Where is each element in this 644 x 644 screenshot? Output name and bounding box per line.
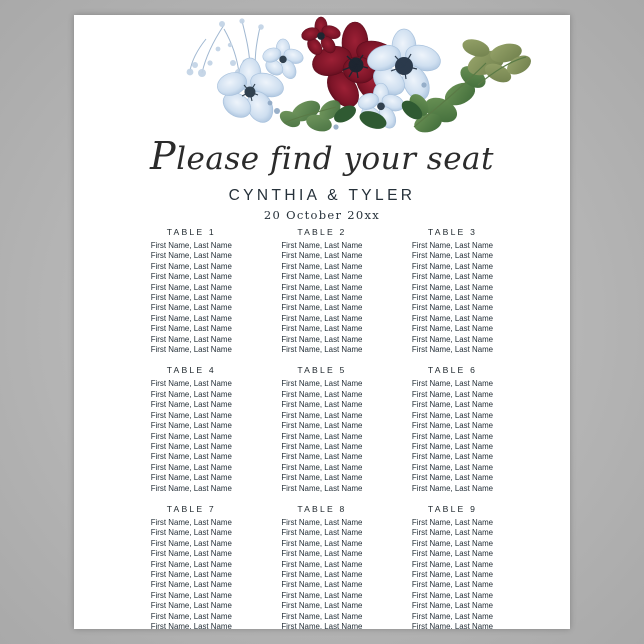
guest-row: First Name, Last Name bbox=[411, 569, 494, 579]
guest-row: First Name, Last Name bbox=[281, 251, 363, 261]
seating-grid bbox=[126, 227, 518, 629]
guest-row: First Name, Last Name bbox=[411, 400, 494, 410]
guest-row: First Name, Last Name bbox=[150, 313, 232, 323]
guest-row: First Name, Last Name bbox=[150, 400, 232, 410]
guest-row: First Name, Last Name bbox=[150, 303, 232, 313]
guest-row: First Name, Last Name bbox=[281, 400, 363, 410]
guest-row: First Name, Last Name bbox=[150, 261, 232, 271]
guest-row: First Name, Last Name bbox=[150, 410, 232, 420]
seating-row-3 bbox=[126, 504, 518, 629]
guest-row: First Name, Last Name bbox=[150, 421, 232, 431]
guest-row: First Name, Last Name bbox=[281, 303, 363, 313]
page-title-rest: lease find your seat bbox=[176, 141, 494, 177]
guest-row: First Name, Last Name bbox=[281, 410, 363, 420]
guest-row: First Name, Last Name bbox=[411, 611, 494, 621]
guest-row: First Name, Last Name bbox=[411, 622, 494, 629]
guest-row: First Name, Last Name bbox=[411, 441, 494, 451]
seating-row-1 bbox=[126, 227, 518, 355]
guest-row: First Name, Last Name bbox=[281, 431, 363, 441]
guest-row: First Name, Last Name bbox=[150, 452, 232, 462]
guest-row: First Name, Last Name bbox=[150, 251, 232, 261]
guest-row: First Name, Last Name bbox=[281, 379, 363, 389]
guest-row: First Name, Last Name bbox=[281, 473, 363, 483]
guest-row: First Name, Last Name bbox=[411, 528, 494, 538]
event-date: 20 October 20xx bbox=[263, 208, 381, 222]
table-8-heading: TABLE 8 bbox=[297, 503, 347, 514]
table-block-8 bbox=[257, 504, 388, 629]
guest-row: First Name, Last Name bbox=[411, 549, 494, 559]
guest-row: First Name, Last Name bbox=[150, 517, 232, 527]
guest-row: First Name, Last Name bbox=[411, 559, 494, 569]
guest-row: First Name, Last Name bbox=[281, 569, 363, 579]
table-6-heading: TABLE 6 bbox=[427, 365, 478, 376]
guest-row: First Name, Last Name bbox=[411, 590, 494, 600]
guest-row: First Name, Last Name bbox=[411, 379, 494, 389]
table-block-5 bbox=[257, 365, 388, 493]
guest-row: First Name, Last Name bbox=[281, 324, 363, 334]
guest-row: First Name, Last Name bbox=[281, 580, 363, 590]
guest-row: First Name, Last Name bbox=[150, 528, 232, 538]
guest-row: First Name, Last Name bbox=[150, 462, 232, 472]
guest-row: First Name, Last Name bbox=[281, 261, 363, 271]
guest-row: First Name, Last Name bbox=[150, 559, 232, 569]
guest-row: First Name, Last Name bbox=[150, 590, 232, 600]
guest-row: First Name, Last Name bbox=[281, 441, 363, 451]
guest-row: First Name, Last Name bbox=[281, 538, 363, 548]
guest-row: First Name, Last Name bbox=[411, 272, 494, 282]
guest-row: First Name, Last Name bbox=[150, 473, 232, 483]
guest-row: First Name, Last Name bbox=[411, 324, 494, 334]
table-block-3 bbox=[387, 227, 518, 355]
table-3-heading: TABLE 3 bbox=[427, 227, 478, 237]
table-2-heading: TABLE 2 bbox=[297, 227, 347, 237]
guest-row: First Name, Last Name bbox=[411, 410, 494, 420]
guest-row: First Name, Last Name bbox=[150, 345, 232, 355]
guest-row: First Name, Last Name bbox=[411, 462, 494, 472]
guest-row: First Name, Last Name bbox=[281, 313, 363, 323]
guest-row: First Name, Last Name bbox=[150, 334, 232, 344]
guest-row: First Name, Last Name bbox=[281, 282, 363, 292]
guest-row: First Name, Last Name bbox=[411, 303, 494, 313]
guest-row: First Name, Last Name bbox=[281, 590, 363, 600]
guest-row: First Name, Last Name bbox=[411, 334, 494, 344]
guest-row: First Name, Last Name bbox=[411, 431, 494, 441]
table-block-1 bbox=[126, 227, 257, 355]
guest-row: First Name, Last Name bbox=[411, 580, 494, 590]
watercolor-floral-header-artwork bbox=[74, 15, 570, 145]
table-block-4 bbox=[126, 365, 257, 493]
table-5-heading: TABLE 5 bbox=[297, 365, 347, 376]
table-9-heading: TABLE 9 bbox=[427, 503, 478, 514]
guest-row: First Name, Last Name bbox=[411, 421, 494, 431]
guest-row: First Name, Last Name bbox=[281, 334, 363, 344]
guest-row: First Name, Last Name bbox=[411, 313, 494, 323]
guest-row: First Name, Last Name bbox=[281, 241, 363, 250]
guest-row: First Name, Last Name bbox=[150, 272, 232, 282]
guest-row: First Name, Last Name bbox=[281, 272, 363, 282]
guest-row: First Name, Last Name bbox=[281, 421, 363, 431]
guest-row: First Name, Last Name bbox=[411, 241, 494, 250]
guest-row: First Name, Last Name bbox=[150, 622, 232, 629]
guest-row: First Name, Last Name bbox=[150, 601, 232, 611]
guest-row: First Name, Last Name bbox=[281, 452, 363, 462]
table-block-6 bbox=[387, 365, 518, 493]
guest-row: First Name, Last Name bbox=[281, 345, 363, 355]
guest-row: First Name, Last Name bbox=[150, 241, 232, 250]
guest-row: First Name, Last Name bbox=[150, 580, 232, 590]
guest-row: First Name, Last Name bbox=[150, 569, 232, 579]
guest-row: First Name, Last Name bbox=[150, 293, 232, 303]
guest-row: First Name, Last Name bbox=[150, 441, 232, 451]
guest-row: First Name, Last Name bbox=[281, 517, 363, 527]
guest-row: First Name, Last Name bbox=[411, 261, 494, 271]
seating-row-2 bbox=[126, 365, 518, 493]
table-4-heading: TABLE 4 bbox=[166, 365, 216, 376]
guest-row: First Name, Last Name bbox=[150, 389, 232, 399]
guest-row: First Name, Last Name bbox=[411, 293, 494, 303]
guest-row: First Name, Last Name bbox=[281, 601, 363, 611]
guest-row: First Name, Last Name bbox=[150, 431, 232, 441]
page-title bbox=[74, 134, 570, 178]
guest-row: First Name, Last Name bbox=[411, 251, 494, 261]
guest-row: First Name, Last Name bbox=[281, 483, 363, 493]
guest-row: First Name, Last Name bbox=[150, 538, 232, 548]
guest-row: First Name, Last Name bbox=[411, 282, 494, 292]
couple-names: CYNTHIA & TYLER bbox=[228, 187, 416, 204]
guest-row: First Name, Last Name bbox=[281, 611, 363, 621]
guest-row: First Name, Last Name bbox=[411, 452, 494, 462]
guest-row: First Name, Last Name bbox=[281, 528, 363, 538]
seating-chart-poster bbox=[74, 15, 570, 629]
guest-row: First Name, Last Name bbox=[150, 611, 232, 621]
guest-row: First Name, Last Name bbox=[281, 389, 363, 399]
guest-row: First Name, Last Name bbox=[281, 462, 363, 472]
guest-row: First Name, Last Name bbox=[411, 389, 494, 399]
table-1-heading: TABLE 1 bbox=[166, 227, 216, 237]
guest-row: First Name, Last Name bbox=[150, 324, 232, 334]
guest-row: First Name, Last Name bbox=[411, 473, 494, 483]
guest-row: First Name, Last Name bbox=[411, 345, 494, 355]
guest-row: First Name, Last Name bbox=[150, 549, 232, 559]
guest-row: First Name, Last Name bbox=[150, 483, 232, 493]
table-block-2 bbox=[257, 227, 388, 355]
table-block-9 bbox=[387, 504, 518, 629]
guest-row: First Name, Last Name bbox=[281, 549, 363, 559]
guest-row: First Name, Last Name bbox=[411, 538, 494, 548]
page-title-initial: P bbox=[150, 134, 177, 178]
guest-row: First Name, Last Name bbox=[411, 601, 494, 611]
guest-row: First Name, Last Name bbox=[281, 559, 363, 569]
guest-row: First Name, Last Name bbox=[281, 622, 363, 629]
guest-row: First Name, Last Name bbox=[411, 483, 494, 493]
guest-row: First Name, Last Name bbox=[150, 379, 232, 389]
table-block-7 bbox=[126, 504, 257, 629]
guest-row: First Name, Last Name bbox=[281, 293, 363, 303]
guest-row: First Name, Last Name bbox=[150, 282, 232, 292]
guest-row: First Name, Last Name bbox=[411, 517, 494, 527]
table-7-heading: TABLE 7 bbox=[166, 503, 216, 514]
